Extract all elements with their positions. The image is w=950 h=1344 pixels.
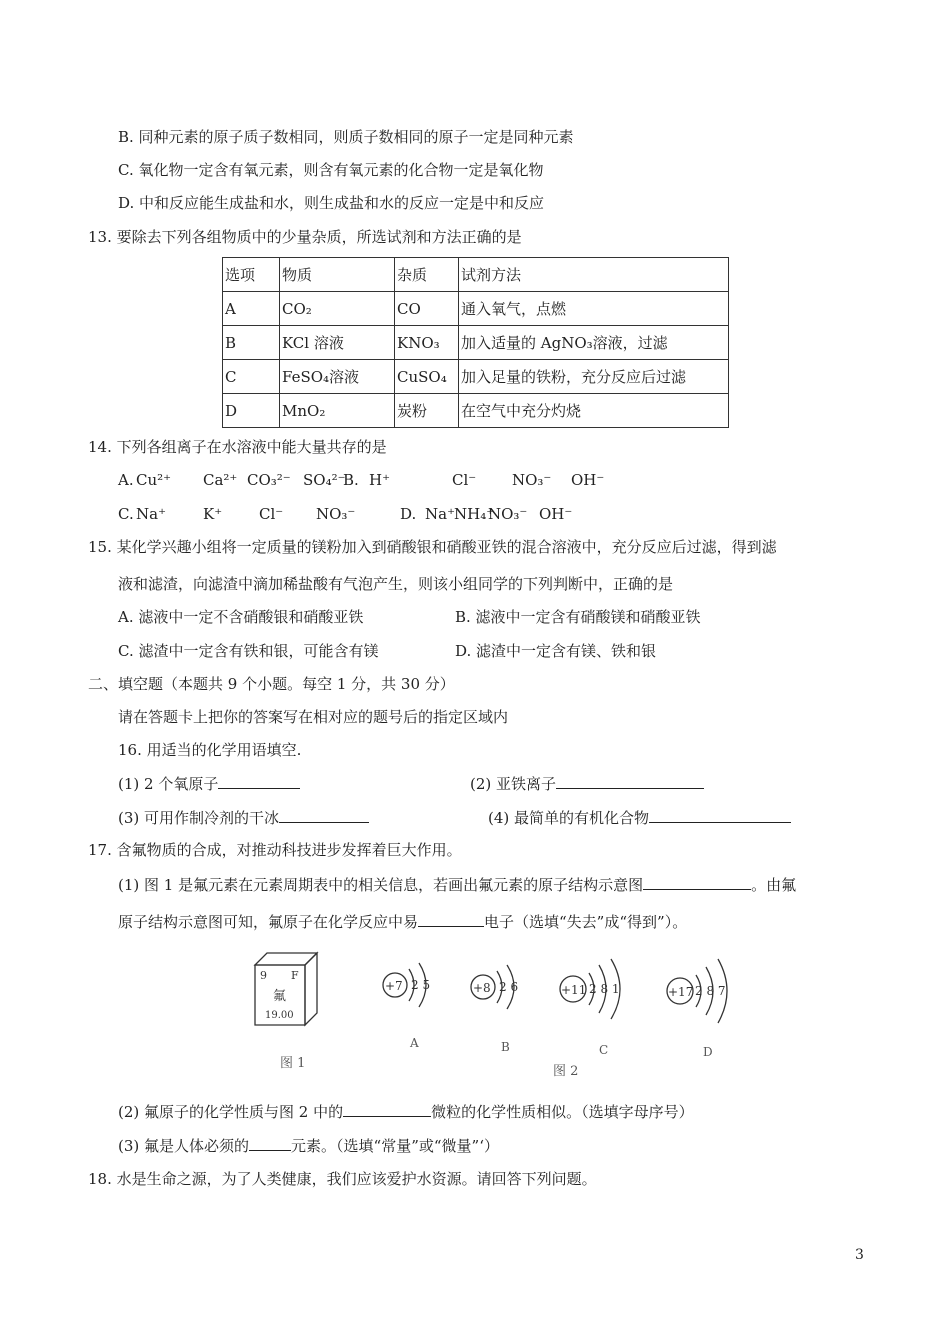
table-cell: CO₂ xyxy=(280,292,395,326)
ion: Na⁺ xyxy=(136,505,166,523)
answer-blank xyxy=(343,1101,431,1117)
atom-a-nucleus: +7 xyxy=(385,979,403,993)
q14-option-d-label: D. xyxy=(400,505,417,523)
q14-option-c-label: C. xyxy=(118,505,134,523)
table-row xyxy=(223,292,729,326)
q13-stem: 13. 要除去下列各组物质中的少量杂质，所选试剂和方法正确的是 xyxy=(88,228,522,246)
q17-part1c-text: 原子结构示意图可知，氟原子在化学反应中易 xyxy=(118,913,419,931)
table-cell: KCl 溶液 xyxy=(280,326,395,360)
table-cell: CO xyxy=(395,292,459,326)
q15-option-d: D. 滤渣中一定含有镁、铁和银 xyxy=(455,642,657,660)
atom-c-shells: 2 8 1 xyxy=(589,982,620,996)
atom-a-label: A xyxy=(410,1036,419,1050)
q16-part2 xyxy=(470,773,704,794)
q16-part3 xyxy=(118,807,369,828)
ion: Na⁺ xyxy=(425,505,455,523)
table-cell: CuSO₄ xyxy=(395,360,459,394)
atom-b-label: B xyxy=(501,1040,510,1054)
q17-part2a-text: (2) 氟原子的化学性质与图 2 中的 xyxy=(118,1103,344,1121)
table-row xyxy=(223,394,729,428)
section-note: 请在答题卡上把你的答案写在相对应的题号后的指定区域内 xyxy=(118,708,509,726)
answer-blank xyxy=(556,773,704,789)
table-cell: FeSO₄溶液 xyxy=(280,360,395,394)
answer-blank xyxy=(279,807,369,823)
q17-part3a-text: (3) 氟是人体必须的 xyxy=(118,1137,250,1155)
q17-stem: 17. 含氟物质的合成，对推动科技进步发挥着巨大作用。 xyxy=(88,841,462,859)
q17-part1-line2 xyxy=(118,911,687,932)
q17-part1a-text: (1) 图 1 是氟元素在元素周期表中的相关信息，若画出氟元素的原子结构示意图 xyxy=(118,876,644,894)
atom-d-nucleus: +17 xyxy=(668,985,694,999)
cell-name: 氟 xyxy=(273,989,287,1004)
ion: NH₄⁺ xyxy=(454,505,495,523)
q16-part1 xyxy=(118,773,300,794)
answer-blank xyxy=(418,911,484,927)
table-cell: D xyxy=(223,394,280,428)
q15-stem-line1: 15. 某化学兴趣小组将一定质量的镁粉加入到硝酸银和硝酸亚铁的混合溶液中，充分反应后过滤，得到滤 xyxy=(88,538,777,556)
ion: SO₄²⁻ xyxy=(303,471,346,489)
ion: H⁺ xyxy=(369,471,390,489)
table-header-cell: 物质 xyxy=(280,258,395,292)
ion: NO₃⁻ xyxy=(512,471,552,489)
q16-stem: 16. 用适当的化学用语填空. xyxy=(118,741,302,759)
q16-part2-text: (2) 亚铁离子 xyxy=(470,775,557,793)
ion: Cu²⁺ xyxy=(136,471,172,489)
q17-part2b-text: 微粒的化学性质相似。（选填字母序号） xyxy=(431,1103,694,1121)
atom-b-nucleus: +8 xyxy=(473,981,491,995)
q16-part3-text: (3) 可用作制冷剂的干冰 xyxy=(118,809,280,827)
ion: Cl⁻ xyxy=(259,505,284,523)
ion: CO₃²⁻ xyxy=(247,471,291,489)
q12-option-c: C. 氧化物一定含有氧元素，则含有氧元素的化合物一定是氧化物 xyxy=(118,161,544,179)
ion: OH⁻ xyxy=(539,505,573,523)
ion: NO₃⁻ xyxy=(488,505,528,523)
cell-symbol: F xyxy=(291,969,299,982)
table-cell: 加入足量的铁粉，充分反应后过滤 xyxy=(459,360,729,394)
table-cell: 加入适量的 AgNO₃溶液，过滤 xyxy=(459,326,729,360)
cell-number: 9 xyxy=(260,969,267,982)
atom-d-shells: 2 8 7 xyxy=(695,984,726,998)
q15-stem-line2: 液和滤渣，向滤渣中滴加稀盐酸有气泡产生，则该小组同学的下列判断中，正确的是 xyxy=(118,575,674,593)
fig2-caption: 图 2 xyxy=(553,1064,579,1079)
table-header-cell: 选项 xyxy=(223,258,280,292)
q14-option-a-label: A. xyxy=(118,471,134,489)
q14-stem: 14. 下列各组离子在水溶液中能大量共存的是 xyxy=(88,438,387,456)
answer-blank xyxy=(218,773,300,789)
table-cell: KNO₃ xyxy=(395,326,459,360)
table-cell: 炭粉 xyxy=(395,394,459,428)
q15-option-c: C. 滤渣中一定含有铁和银，可能含有镁 xyxy=(118,642,379,660)
q15-option-b: B. 滤液中一定含有硝酸镁和硝酸亚铁 xyxy=(455,608,701,626)
table-cell: MnO₂ xyxy=(280,394,395,428)
ion: Cl⁻ xyxy=(452,471,477,489)
ion: Ca²⁺ xyxy=(203,471,238,489)
table-cell: 在空气中充分灼烧 xyxy=(459,394,729,428)
q13-table xyxy=(222,257,729,428)
ion: K⁺ xyxy=(203,505,223,523)
q14-option-b-label: B. xyxy=(343,471,359,489)
answer-blank xyxy=(249,1135,291,1151)
table-cell: C xyxy=(223,360,280,394)
q16-part4-text: (4) 最简单的有机化合物 xyxy=(488,809,650,827)
ion: OH⁻ xyxy=(571,471,605,489)
q12-option-b: B. 同种元素的原子质子数相同，则质子数相同的原子一定是同种元素 xyxy=(118,128,574,146)
answer-blank xyxy=(649,807,791,823)
q17-part2 xyxy=(118,1101,694,1122)
q16-part4 xyxy=(488,807,791,828)
atom-c-nucleus: +11 xyxy=(561,983,587,997)
q12-option-d: D. 中和反应能生成盐和水，则生成盐和水的反应一定是中和反应 xyxy=(118,194,545,212)
q17-part1-line1 xyxy=(118,874,796,895)
page-number: 3 xyxy=(855,1247,864,1263)
table-header-cell: 杂质 xyxy=(395,258,459,292)
table-cell: 通入氧气，点燃 xyxy=(459,292,729,326)
cell-mass: 19.00 xyxy=(265,1010,294,1021)
q18-stem: 18. 水是生命之源，为了人类健康，我们应该爱护水资源。请回答下列问题。 xyxy=(88,1170,597,1188)
atom-b-shells: 2 6 xyxy=(499,980,519,994)
q15-option-a: A. 滤液中一定不含硝酸银和硝酸亚铁 xyxy=(118,608,364,626)
table-row xyxy=(223,360,729,394)
atom-c-label: C xyxy=(599,1043,609,1057)
answer-blank xyxy=(643,874,751,890)
figure-area xyxy=(225,945,785,1085)
ion: NO₃⁻ xyxy=(316,505,356,523)
section-title: 二、填空题（本题共 9 个小题。每空 1 分，共 30 分） xyxy=(88,675,455,693)
q17-part3b-text: 元素。（选填“常量”或“微量”‘） xyxy=(291,1137,499,1155)
q17-part1d-text: 电子（选填“失去”成“得到”）。 xyxy=(484,913,688,931)
q16-part1-text: (1) 2 个氧原子 xyxy=(118,775,219,793)
table-cell: A xyxy=(223,292,280,326)
fig1-caption: 图 1 xyxy=(280,1056,306,1071)
q17-part1b-text: 。由氟 xyxy=(751,876,797,894)
table-cell: B xyxy=(223,326,280,360)
table-row xyxy=(223,326,729,360)
table-header-cell: 试剂方法 xyxy=(459,258,729,292)
q17-part3 xyxy=(118,1135,499,1156)
atom-a-shells: 2 5 xyxy=(411,978,431,992)
atom-d-label: D xyxy=(703,1045,713,1059)
table-header-row xyxy=(223,258,729,292)
